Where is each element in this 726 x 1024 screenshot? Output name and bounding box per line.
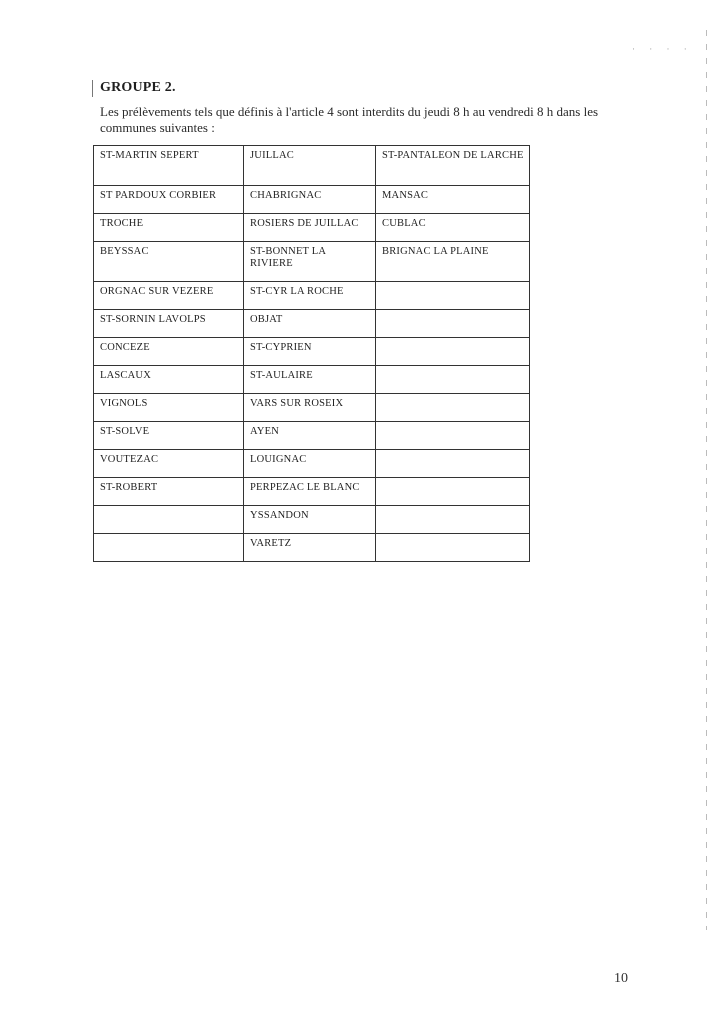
table-row <box>94 214 530 242</box>
intro-paragraph: Les prélèvements tels que définis à l'article 4 sont interdits du jeudi 8 h au vendredi 8 h dans les communes suivantes : <box>100 104 599 135</box>
table-row <box>94 422 530 450</box>
communes-table <box>93 145 530 562</box>
commune-cell: ST-PANTALEON DE LARCHE <box>376 146 530 186</box>
table-row <box>94 338 530 366</box>
table-row <box>94 282 530 310</box>
table-row <box>94 394 530 422</box>
table-row <box>94 534 530 562</box>
commune-cell: CONCEZE <box>94 338 244 366</box>
table-row <box>94 450 530 478</box>
table-row <box>94 478 530 506</box>
commune-cell: ST-BONNET LA RIVIERE <box>244 242 376 282</box>
scan-corner-marks: · · · · <box>632 44 693 54</box>
scan-edge-line <box>706 30 707 930</box>
margin-mark <box>92 80 93 97</box>
commune-cell <box>376 310 530 338</box>
commune-cell: ST-MARTIN SEPERT <box>94 146 244 186</box>
commune-cell: CUBLAC <box>376 214 530 242</box>
commune-cell <box>376 282 530 310</box>
commune-cell: ST-SOLVE <box>94 422 244 450</box>
commune-cell: JUILLAC <box>244 146 376 186</box>
commune-cell: ST-ROBERT <box>94 478 244 506</box>
commune-cell: PERPEZAC LE BLANC <box>244 478 376 506</box>
table-row <box>94 146 530 186</box>
commune-cell <box>376 422 530 450</box>
commune-cell: ST-CYPRIEN <box>244 338 376 366</box>
commune-cell: OBJAT <box>244 310 376 338</box>
commune-cell: LASCAUX <box>94 366 244 394</box>
commune-cell <box>94 506 244 534</box>
commune-cell <box>376 534 530 562</box>
commune-cell <box>376 394 530 422</box>
commune-cell: MANSAC <box>376 186 530 214</box>
commune-cell: VOUTEZAC <box>94 450 244 478</box>
commune-cell: VIGNOLS <box>94 394 244 422</box>
table-row <box>94 506 530 534</box>
commune-cell: CHABRIGNAC <box>244 186 376 214</box>
commune-cell <box>94 534 244 562</box>
commune-cell: YSSANDON <box>244 506 376 534</box>
commune-cell <box>376 366 530 394</box>
commune-cell: ST-CYR LA ROCHE <box>244 282 376 310</box>
commune-cell: TROCHE <box>94 214 244 242</box>
table-row <box>94 186 530 214</box>
commune-cell: LOUIGNAC <box>244 450 376 478</box>
commune-cell: VARETZ <box>244 534 376 562</box>
commune-cell: BEYSSAC <box>94 242 244 282</box>
commune-cell <box>376 506 530 534</box>
commune-cell: ORGNAC SUR VEZERE <box>94 282 244 310</box>
commune-cell: AYEN <box>244 422 376 450</box>
commune-cell: ST-AULAIRE <box>244 366 376 394</box>
commune-cell <box>376 338 530 366</box>
table-row <box>94 242 530 282</box>
commune-cell: VARS SUR ROSEIX <box>244 394 376 422</box>
commune-cell: BRIGNAC LA PLAINE <box>376 242 530 282</box>
commune-cell <box>376 450 530 478</box>
table-row <box>94 310 530 338</box>
section-heading: GROUPE 2. <box>100 80 176 95</box>
commune-cell: ST-SORNIN LAVOLPS <box>94 310 244 338</box>
commune-cell: ST PARDOUX CORBIER <box>94 186 244 214</box>
page-number: 10 <box>614 971 628 986</box>
commune-cell: ROSIERS DE JUILLAC <box>244 214 376 242</box>
table-row <box>94 366 530 394</box>
commune-cell <box>376 478 530 506</box>
